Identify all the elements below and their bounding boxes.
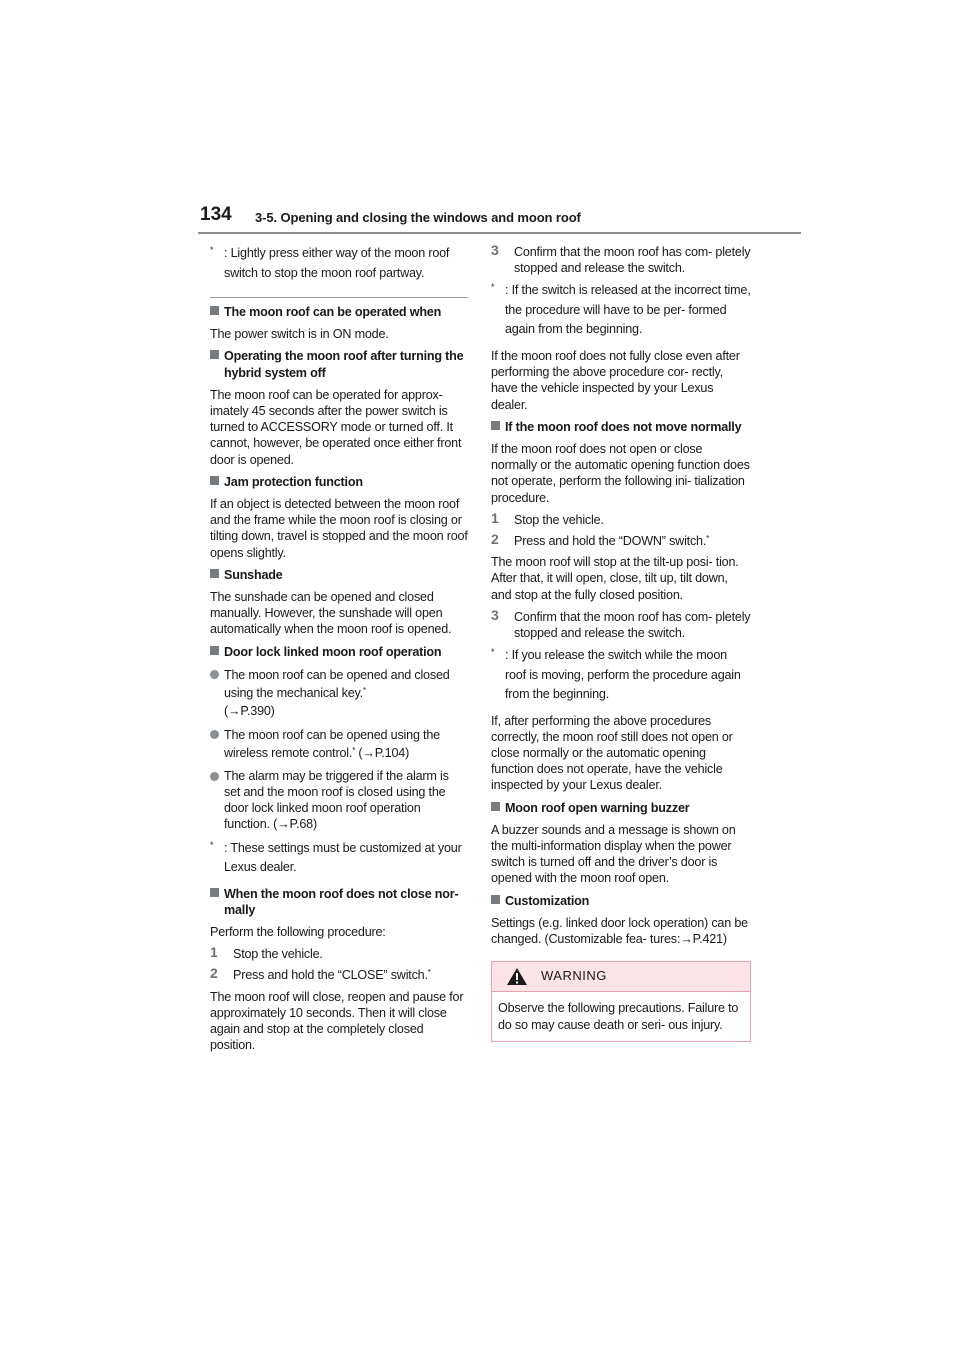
heading-sunshade: Sunshade	[210, 567, 468, 583]
paragraph: The moon roof can be operated for approx- imately 45 seconds after the power switch is turned to ACCESSORY mode or turned off. It cannot, however, be operated once either front door is opened.	[210, 387, 462, 467]
warning-title: WARNING	[541, 968, 607, 984]
list-item: The moon roof can be opened using the wireless remote control.* (→P.104)	[210, 726, 468, 762]
paragraph: If an object is detected between the moon roof and the frame while the moon roof is closing or tilting down, travel is stopped and the moon roof opens slightly.	[210, 497, 468, 560]
square-bullet-icon	[210, 888, 219, 897]
heading-door-lock-linked: Door lock linked moon roof operation	[210, 644, 468, 660]
warning-box	[491, 961, 751, 1041]
footnote-text: If you release the switch while the moon roof is moving, perform the procedure again from the beginning.	[505, 648, 741, 702]
heading-operable-when: The moon roof can be operated when	[210, 304, 468, 320]
warning-header	[492, 962, 750, 992]
section-title: 3-5. Opening and closing the windows and moon roof	[255, 210, 581, 225]
heading-does-not-close: When the moon roof does not close nor- mally	[210, 886, 468, 918]
list-item: The alarm may be triggered if the alarm is set and the moon roof is closed using the door lock linked moon roof operation function. (→P.68)	[210, 768, 468, 833]
paragraph: If the moon roof does not open or close normally or the automatic opening function does not operate, perform the following ini- tialization procedure.	[491, 441, 750, 505]
warning-body: Observe the following precautions. Failure to do so may cause death or seri- ous injury.	[498, 1001, 739, 1032]
square-bullet-icon	[210, 646, 219, 655]
square-bullet-icon	[210, 476, 219, 485]
warning-triangle-icon	[506, 967, 528, 986]
step-number: 2	[210, 965, 218, 982]
paragraph: If, after performing the above procedures correctly, the moon roof still does not open or close normally or the automatic opening function does not operate, have the vehicle inspected by your Lexus dealer.	[491, 713, 733, 793]
footnote: * : If you release the switch while the moon roof is moving, perform the procedure again from the beginning.	[491, 647, 741, 702]
footnote: * : If the switch is released at the incorrect time, the procedure will have to be per- formed again from the beginning.	[491, 282, 751, 337]
page-reference: (→P.104)	[358, 745, 410, 760]
heading-does-not-move: If the moon roof does not move normally	[491, 419, 751, 435]
step-item: 1 Stop the vehicle.	[491, 509, 604, 527]
step-number: 1	[210, 944, 218, 961]
step-item: 3 Confirm that the moon roof has com- pletely stopped and release the switch.	[491, 242, 751, 276]
round-bullet-icon	[210, 730, 219, 739]
page-number: 134	[200, 204, 232, 225]
right-column	[491, 244, 751, 1042]
square-bullet-icon	[491, 802, 500, 811]
footnote: * : These settings must be customized at your Lexus dealer.	[210, 839, 462, 875]
list-item: The moon roof can be opened and closed using the mechanical key.* (→P.390)	[210, 666, 468, 720]
step-item: 2 Press and hold the “CLOSE” switch.*	[210, 965, 431, 983]
footnote-text: If the switch is released at the incorrect time, the procedure will have to be per- formed again from the beginning.	[505, 283, 751, 337]
heading-after-hybrid-off: Operating the moon roof after turning the hybrid system off	[210, 348, 468, 380]
section-divider	[210, 297, 468, 298]
footnote-asterisk: *	[210, 245, 214, 255]
step-item: 1 Stop the vehicle.	[210, 944, 323, 962]
square-bullet-icon	[210, 569, 219, 578]
left-column	[210, 244, 468, 1060]
paragraph: The power switch is in ON mode.	[210, 327, 389, 342]
paragraph: A buzzer sounds and a message is shown on the multi-information display when the power switch is turned off and the driver’s door is opened with the moon roof open.	[491, 822, 736, 886]
step-number: 1	[491, 509, 499, 526]
paragraph: Settings (e.g. linked door lock operation) can be changed. (Customizable fea- tures:→P.421)	[491, 915, 748, 947]
page-reference: (→P.390)	[224, 703, 275, 718]
step-number: 3	[491, 606, 499, 623]
paragraph: If the moon roof does not fully close even after performing the above procedure cor- rectly, have the vehicle inspected by your Lexus dealer.	[491, 348, 740, 412]
footnote-text: Lightly press either way of the moon roof switch to stop the moon roof partway.	[224, 246, 450, 280]
paragraph: The moon roof will stop at the tilt-up posi- tion. After that, it will open, close, tilt up, tilt down, and stop at the fully closed position.	[491, 555, 739, 602]
square-bullet-icon	[210, 306, 219, 315]
footnote	[210, 244, 468, 283]
heading-warning-buzzer: Moon roof open warning buzzer	[491, 800, 751, 816]
round-bullet-icon	[210, 670, 219, 679]
square-bullet-icon	[210, 350, 219, 359]
step-item: 2 Press and hold the “DOWN” switch.*	[491, 530, 710, 548]
square-bullet-icon	[491, 421, 500, 430]
header-rule	[198, 232, 801, 234]
round-bullet-icon	[210, 772, 219, 781]
step-item: 3 Confirm that the moon roof has com- pletely stopped and release the switch.	[491, 606, 751, 640]
square-bullet-icon	[491, 895, 500, 904]
step-number: 2	[491, 530, 499, 547]
step-number: 3	[491, 242, 499, 258]
heading-jam-protection: Jam protection function	[210, 474, 468, 490]
heading-customization: Customization	[491, 893, 751, 909]
footnote-colon: :	[224, 246, 228, 260]
page-header	[198, 200, 801, 236]
paragraph: The sunshade can be opened and closed manually. However, the sunshade will open automatically when the moon roof is opened.	[210, 590, 452, 637]
paragraph: Perform the following procedure:	[210, 925, 386, 940]
paragraph: The moon roof will close, reopen and pause for approximately 10 seconds. Then it will close again and stop at the completely closed position.	[210, 989, 464, 1053]
footnote-text: These settings must be customized at your Lexus dealer.	[224, 840, 462, 875]
